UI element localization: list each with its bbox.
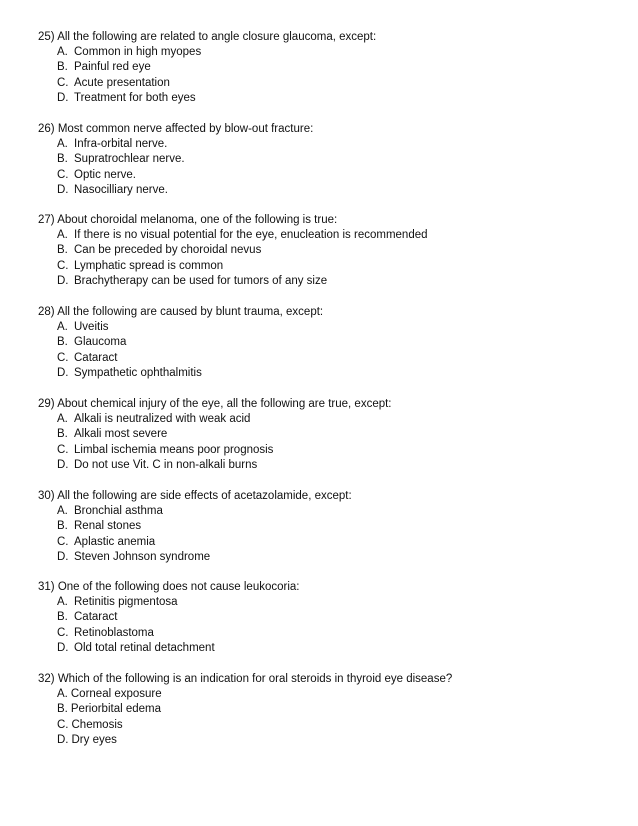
option-text: Supratrochlear nerve. (74, 153, 185, 166)
option-text: Old total retinal detachment (74, 642, 215, 655)
option-a (38, 504, 618, 519)
option-letter: B. (57, 520, 68, 533)
question-stem (38, 489, 618, 504)
option-letter: C. (57, 168, 69, 181)
question-stem (38, 397, 618, 412)
option-b (38, 610, 618, 625)
question-number: 25) (38, 31, 55, 43)
question-30 (38, 489, 618, 566)
question-text: All the following are caused by blunt trauma, except: (57, 306, 324, 318)
option-text: Nasocilliary nerve. (74, 184, 168, 197)
question-number: 28) (38, 306, 55, 318)
question-text: About chemical injury of the eye, all the following are true, except: (57, 398, 392, 410)
option-text: Retinoblastoma (74, 626, 154, 639)
question-text: One of the following does not cause leukocoria: (57, 581, 300, 593)
question-number: 30) (38, 490, 55, 502)
option-list (38, 137, 618, 199)
option-c (38, 76, 618, 91)
option-text: If there is no visual potential for the eye, enucleation is recommended (74, 229, 428, 241)
question-text: Most common nerve affected by blow-out fracture: (57, 123, 314, 135)
option-text: Acute presentation (74, 76, 170, 89)
question-stem (38, 305, 618, 320)
question-stem (38, 122, 618, 137)
option-a (38, 687, 618, 702)
question-25 (38, 30, 618, 107)
option-letter: D. (57, 184, 69, 197)
option-text: Limbal ischemia means poor prognosis (74, 443, 274, 456)
option-b (38, 243, 618, 258)
question-text: All the following are related to angle closure glaucoma, except: (57, 31, 377, 43)
question-stem (38, 672, 618, 687)
option-letter: B. (57, 153, 68, 166)
option-letter: C. (57, 718, 69, 731)
option-letter: A. (57, 413, 68, 425)
option-text: Chemosis (71, 718, 123, 731)
option-letter: A. (57, 688, 68, 700)
option-b (38, 335, 618, 350)
option-list (38, 320, 618, 382)
option-letter: D. (57, 734, 69, 747)
option-text: Retinitis pigmentosa (74, 596, 178, 608)
option-letter: A. (57, 321, 68, 333)
option-text: Alkali most severe (74, 428, 168, 441)
option-d (38, 733, 618, 748)
option-b (38, 519, 618, 534)
question-stem (38, 30, 618, 45)
question-26 (38, 122, 618, 199)
option-text: Corneal exposure (70, 688, 162, 700)
option-text: Bronchial asthma (74, 505, 163, 517)
question-text: About choroidal melanoma, one of the following is true: (57, 214, 338, 226)
option-list (38, 687, 618, 749)
option-letter: A. (57, 229, 68, 241)
question-32 (38, 672, 618, 749)
option-a (38, 137, 618, 152)
option-text: Uveitis (74, 321, 109, 333)
question-27 (38, 213, 618, 290)
option-letter: D. (57, 92, 69, 105)
option-a (38, 45, 618, 60)
option-text: Painful red eye (74, 61, 151, 74)
option-b (38, 60, 618, 75)
option-text: Steven Johnson syndrome (74, 551, 211, 564)
option-c (38, 168, 618, 183)
option-a (38, 320, 618, 335)
option-text: Do not use Vit. C in non-alkali burns (74, 459, 258, 472)
option-a (38, 412, 618, 427)
option-b (38, 702, 618, 717)
option-text: Cataract (74, 611, 118, 624)
option-letter: A. (57, 138, 68, 150)
option-letter: C. (57, 259, 69, 272)
option-letter: A. (57, 505, 68, 517)
question-28 (38, 305, 618, 382)
option-list (38, 504, 618, 566)
option-text: Brachytherapy can be used for tumors of any size (74, 275, 328, 288)
option-text: Optic nerve. (74, 168, 136, 181)
option-text: Renal stones (74, 520, 142, 533)
option-d (38, 183, 618, 198)
option-letter: D. (57, 367, 69, 380)
option-text: Sympathetic ophthalmitis (74, 367, 202, 380)
option-letter: C. (57, 535, 69, 548)
option-letter: B. (57, 428, 68, 441)
option-c (38, 718, 618, 733)
option-list (38, 45, 618, 107)
question-number: 26) (38, 123, 55, 135)
option-text: Dry eyes (71, 734, 117, 747)
option-text: Periorbital edema (70, 703, 162, 716)
option-letter: D. (57, 459, 69, 472)
option-d (38, 458, 618, 473)
option-text: Can be preceded by choroidal nevus (74, 244, 262, 257)
question-number: 31) (38, 581, 55, 593)
option-b (38, 427, 618, 442)
option-text: Cataract (74, 351, 118, 364)
option-list (38, 228, 618, 290)
option-letter: B. (57, 336, 68, 349)
option-a (38, 595, 618, 610)
option-text: Glaucoma (74, 336, 127, 349)
option-d (38, 274, 618, 289)
option-letter: B. (57, 703, 68, 716)
option-d (38, 91, 618, 106)
question-number: 32) (38, 673, 55, 685)
option-c (38, 535, 618, 550)
option-letter: D. (57, 642, 69, 655)
option-letter: C. (57, 351, 69, 364)
question-number: 27) (38, 214, 55, 226)
option-b (38, 152, 618, 167)
option-a (38, 228, 618, 243)
option-d (38, 641, 618, 656)
question-text: All the following are side effects of acetazolamide, except: (57, 490, 352, 502)
option-letter: A. (57, 596, 68, 608)
option-text: Treatment for both eyes (74, 92, 196, 105)
option-letter: D. (57, 551, 69, 564)
option-letter: B. (57, 611, 68, 624)
option-letter: A. (57, 46, 68, 58)
option-text: Alkali is neutralized with weak acid (74, 413, 251, 425)
option-letter: C. (57, 443, 69, 456)
option-list (38, 595, 618, 657)
option-c (38, 259, 618, 274)
option-letter: C. (57, 76, 69, 89)
question-31 (38, 580, 618, 657)
option-text: Common in high myopes (74, 46, 202, 58)
question-29 (38, 397, 618, 474)
option-d (38, 366, 618, 381)
option-c (38, 443, 618, 458)
option-c (38, 351, 618, 366)
question-text: Which of the following is an indication for oral steroids in thyroid eye disease? (57, 673, 453, 685)
question-number: 29) (38, 398, 55, 410)
option-letter: B. (57, 61, 68, 74)
option-text: Infra-orbital nerve. (74, 138, 168, 150)
option-letter: C. (57, 626, 69, 639)
option-text: Lymphatic spread is common (74, 259, 224, 272)
question-stem (38, 580, 618, 595)
option-text: Aplastic anemia (74, 535, 156, 548)
option-letter: B. (57, 244, 68, 257)
option-letter: D. (57, 275, 69, 288)
question-stem (38, 213, 618, 228)
option-list (38, 412, 618, 474)
option-c (38, 626, 618, 641)
option-d (38, 550, 618, 565)
